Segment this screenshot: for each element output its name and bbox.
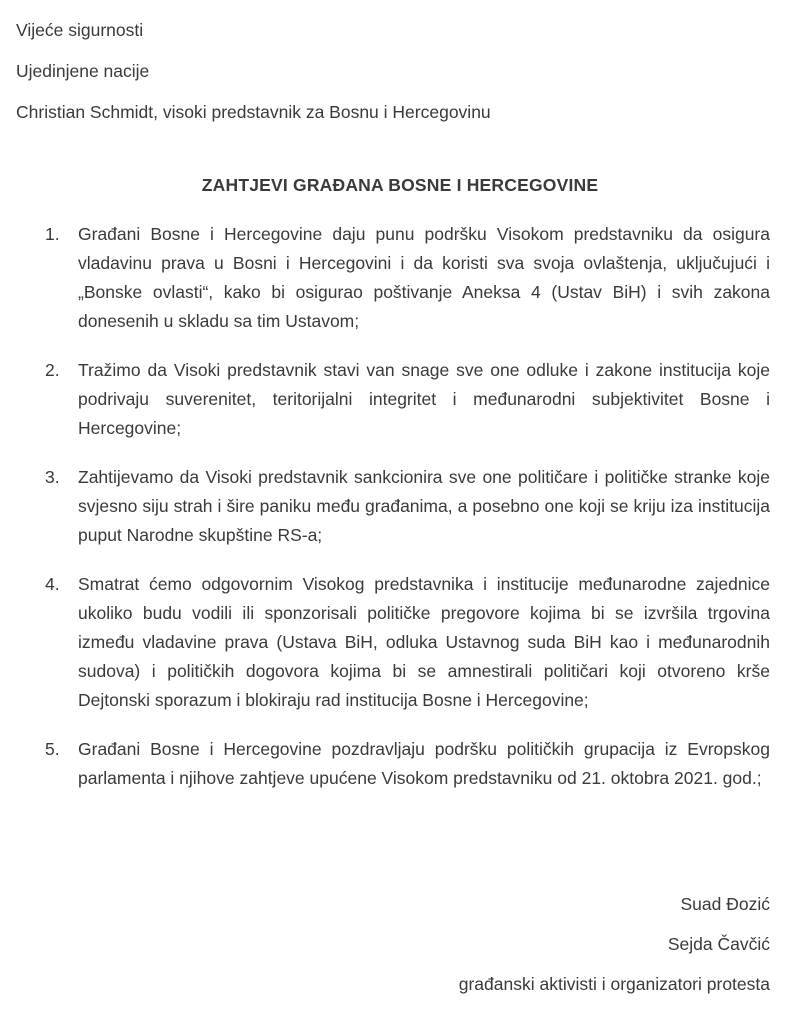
demands-list bbox=[0, 220, 800, 793]
list-item-text: Tražimo da Visoki predstavnik stavi van snage sve one odluke i zakone institucija koje podrivaju suverenitet, teritorijalni integritet i međunarodni subjektivitet Bosne i Hercegovine; bbox=[78, 360, 770, 438]
signatory-name: Suad Đozić bbox=[680, 894, 770, 914]
list-item bbox=[45, 356, 770, 443]
addressee-line-high-representative: Christian Schmidt, visoki predstavnik za Bosnu i Hercegovinu bbox=[16, 102, 491, 122]
list-item bbox=[45, 220, 770, 336]
addressee-line-security-council: Vijeće sigurnosti bbox=[16, 20, 144, 40]
list-item bbox=[45, 463, 770, 550]
signature-block bbox=[30, 874, 770, 994]
signatory-name: Sejda Čavčić bbox=[667, 934, 770, 954]
list-item-number: 3. bbox=[45, 467, 60, 487]
list-item-text: Smatrat ćemo odgovornim Visokog predstavnika i institucije međunarodne zajednice ukoliko budu vodili ili sponzorisali političke pregovore kojima bi se izvršila trgovina između vladavine prava (Ustava BiH, odluka Ustavnog suda BiH kao i međunarodnih sudova) i političkih dogovora kojima bi se amnestirali političari koji otvoreno krše Dejtonski sporazum i blokiraju rad institucija Bosne i Hercegovine; bbox=[78, 574, 770, 710]
list-item-text: Građani Bosne i Hercegovine pozdravljaju podršku političkih grupacija iz Evropskog parlamenta i njihove zahtjeve upućene Visokom predstavniku od 21. oktobra 2021. god.; bbox=[78, 739, 770, 788]
list-item-number: 5. bbox=[45, 739, 60, 759]
list-item-number: 4. bbox=[45, 574, 60, 594]
letter-header bbox=[0, 0, 800, 122]
list-item-text: Zahtijevamo da Visoki predstavnik sankcionira sve one političare i političke stranke koje svjesno siju strah i šire paniku među građanima, a posebno one koji se kriju iza institucija puput Narodne skupštine RS-a; bbox=[78, 467, 770, 545]
signatory-role: građanski aktivisti i organizatori protesta bbox=[458, 974, 770, 994]
addressee-line-united-nations: Ujedinjene nacije bbox=[16, 61, 150, 81]
list-item bbox=[45, 570, 770, 715]
list-item-number: 1. bbox=[45, 224, 60, 244]
document-title: ZAHTJEVI GRAĐANA BOSNE I HERCEGOVINE bbox=[201, 175, 599, 195]
list-item-text: Građani Bosne i Hercegovine daju punu podršku Visokom predstavniku da osigura vladavinu prava u Bosni i Hercegovini i da koristi sva svoja ovlaštenja, uključujući i „Bonske ovlasti“, kako bi osigurao poštivanje Aneksa 4 (Ustav BiH) i svih zakona donesenih u skladu sa tim Ustavom; bbox=[78, 224, 770, 331]
list-item bbox=[45, 735, 770, 793]
list-item-number: 2. bbox=[45, 360, 60, 380]
